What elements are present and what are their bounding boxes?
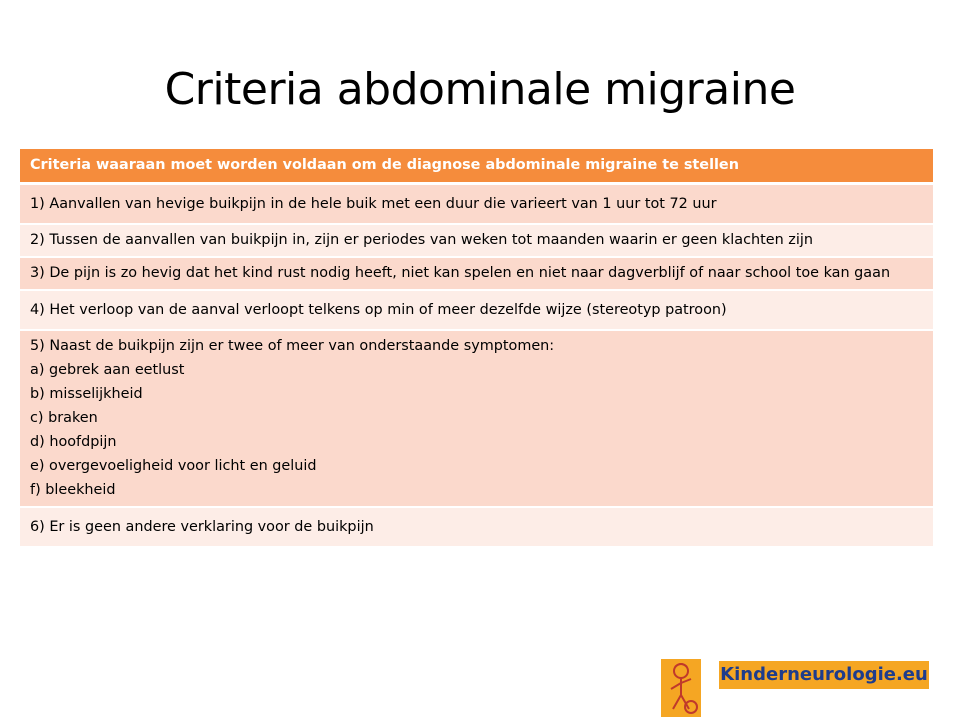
table-header: Criteria waaraan moet worden voldaan om de diagnose abdominale migraine te stellen	[20, 149, 933, 184]
criterion-6: 6) Er is geen andere verklaring voor de buikpijn	[20, 507, 933, 547]
symptom-item: d) hoofdpijn	[30, 434, 117, 450]
table-row	[20, 330, 933, 507]
table-header-row	[20, 149, 933, 184]
symptom-item: e) overgevoeligheid voor licht en geluid	[30, 458, 317, 474]
symptom-item: f) bleekheid	[30, 482, 116, 498]
symptom-item: c) braken	[30, 410, 98, 426]
criterion-1: 1) Aanvallen van hevige buikpijn in de hele buik met een duur die varieert van 1 uur tot 72 uur	[20, 184, 933, 225]
table-row	[20, 507, 933, 547]
table-row	[20, 290, 933, 330]
criterion-2: 2) Tussen de aanvallen van buikpijn in, zijn er periodes van weken tot maanden waarin er geen klachten zijn	[20, 224, 933, 257]
table-row	[20, 257, 933, 290]
slide-title: Criteria abdominale migraine	[164, 64, 796, 115]
table-row	[20, 224, 933, 257]
table-row	[20, 184, 933, 225]
symptom-item: b) misselijkheid	[30, 386, 143, 402]
symptom-item: a) gebrek aan eetlust	[30, 362, 185, 378]
criterion-3: 3) De pijn is zo hevig dat het kind rust nodig heeft, niet kan spelen en niet naar dagverblijf of naar school toe kan gaan	[20, 257, 933, 290]
criterion-4: 4) Het verloop van de aanval verloopt telkens op min of meer dezelfde wijze (stereotyp patroon)	[20, 290, 933, 330]
criterion-5-intro: 5) Naast de buikpijn zijn er twee of meer van onderstaande symptomen:	[30, 338, 555, 354]
child-figure-icon	[661, 659, 701, 717]
criteria-table	[20, 149, 933, 548]
criterion-5	[20, 330, 933, 507]
logo-text[interactable]: Kinderneurologie.eu	[719, 661, 929, 689]
